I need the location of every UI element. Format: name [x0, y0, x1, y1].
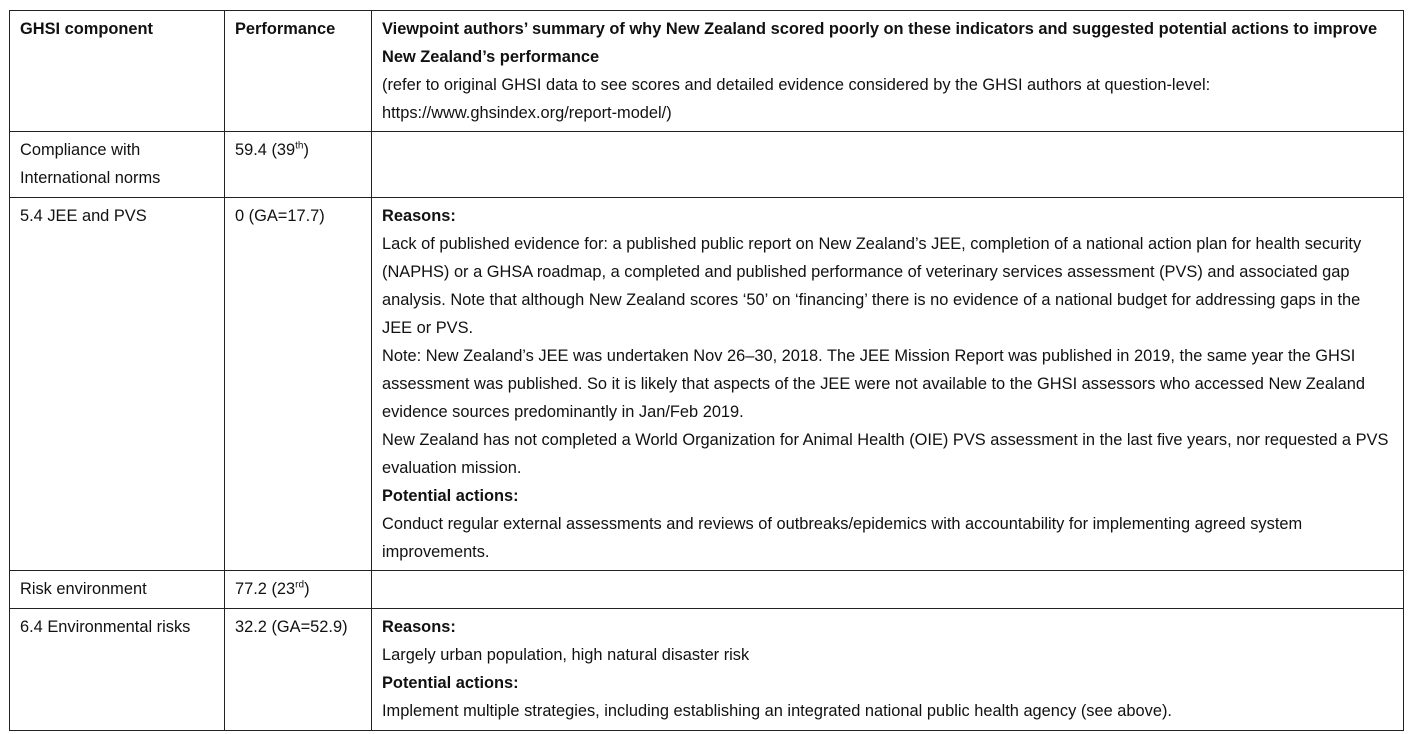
performance-cell: 0 (GA=17.7): [225, 198, 372, 571]
component-cell: 6.4 Environmental risks: [10, 609, 225, 731]
reason-paragraph: Largely urban population, high natural disaster risk: [382, 646, 750, 664]
reason-paragraph: New Zealand has not completed a World Organization for Animal Health (OIE) PVS assessment in the last five years, nor requested a PVS evaluation mission.: [382, 431, 1389, 477]
reason-paragraph: Note: New Zealand’s JEE was undertaken Nov 26–30, 2018. The JEE Mission Report was published in 2019, the same year the GHSI assessment was published. So it is likely that aspects of the JEE were not available to the GHSI assessors who accessed New Zealand evidence sources predominantly in Jan/Feb 2019.: [382, 347, 1366, 421]
performance-cell: [225, 132, 372, 198]
summary-cell: [372, 571, 1404, 609]
component-cell: Compliance with International norms: [10, 132, 225, 198]
reasons-label: Reasons:: [382, 207, 456, 225]
summary-cell: [372, 198, 1404, 571]
rank-suffix: rd: [295, 579, 305, 591]
reasons-label: Reasons:: [382, 618, 456, 636]
header-ghsi-component: GHSI component: [10, 11, 225, 132]
table-row: [10, 571, 1404, 609]
actions-label: Potential actions:: [382, 487, 519, 505]
header-performance: Performance: [225, 11, 372, 132]
actions-paragraph: Implement multiple strategies, including establishing an integrated national public health agency (see above).: [382, 702, 1172, 720]
summary-cell: [372, 132, 1404, 198]
table-header-row: [10, 11, 1404, 132]
actions-label: Potential actions:: [382, 674, 519, 692]
table-row: [10, 198, 1404, 571]
summary-cell: [372, 609, 1404, 731]
performance-cell: 32.2 (GA=52.9): [225, 609, 372, 731]
rank-suffix: th: [295, 140, 304, 152]
reason-paragraph: Lack of published evidence for: a published public report on New Zealand’s JEE, completion of a national action plan for health security (NAPHS) or a GHSA roadmap, a completed and published performance of veterinary services assessment (PVS) and associated gap analysis. Note that although New Zealand scores ‘50’ on ‘financing’ there is no evidence of a national budget for addressing gaps in the JEE or PVS.: [382, 235, 1362, 337]
component-cell: 5.4 JEE and PVS: [10, 198, 225, 571]
actions-paragraph: Conduct regular external assessments and reviews of outbreaks/epidemics with accountability for implementing agreed system improvements.: [382, 515, 1303, 561]
ghsi-table: [9, 10, 1404, 731]
table-row: [10, 132, 1404, 198]
rank-close: ): [304, 580, 310, 598]
header-summary-title: Viewpoint authors’ summary of why New Zealand scored poorly on these indicators and suggested potential actions to improve New Zealand’s performance: [382, 20, 1378, 66]
score-text: 77.2 (23: [235, 580, 296, 598]
rank-close: ): [303, 141, 309, 159]
header-summary: [372, 11, 1404, 132]
header-summary-note: (refer to original GHSI data to see scores and detailed evidence considered by the GHSI authors at question-level: https://www.ghsindex.org/report-model/): [382, 76, 1211, 122]
component-cell: Risk environment: [10, 571, 225, 609]
performance-cell: [225, 571, 372, 609]
score-text: 59.4 (39: [235, 141, 296, 159]
table-row: [10, 609, 1404, 731]
